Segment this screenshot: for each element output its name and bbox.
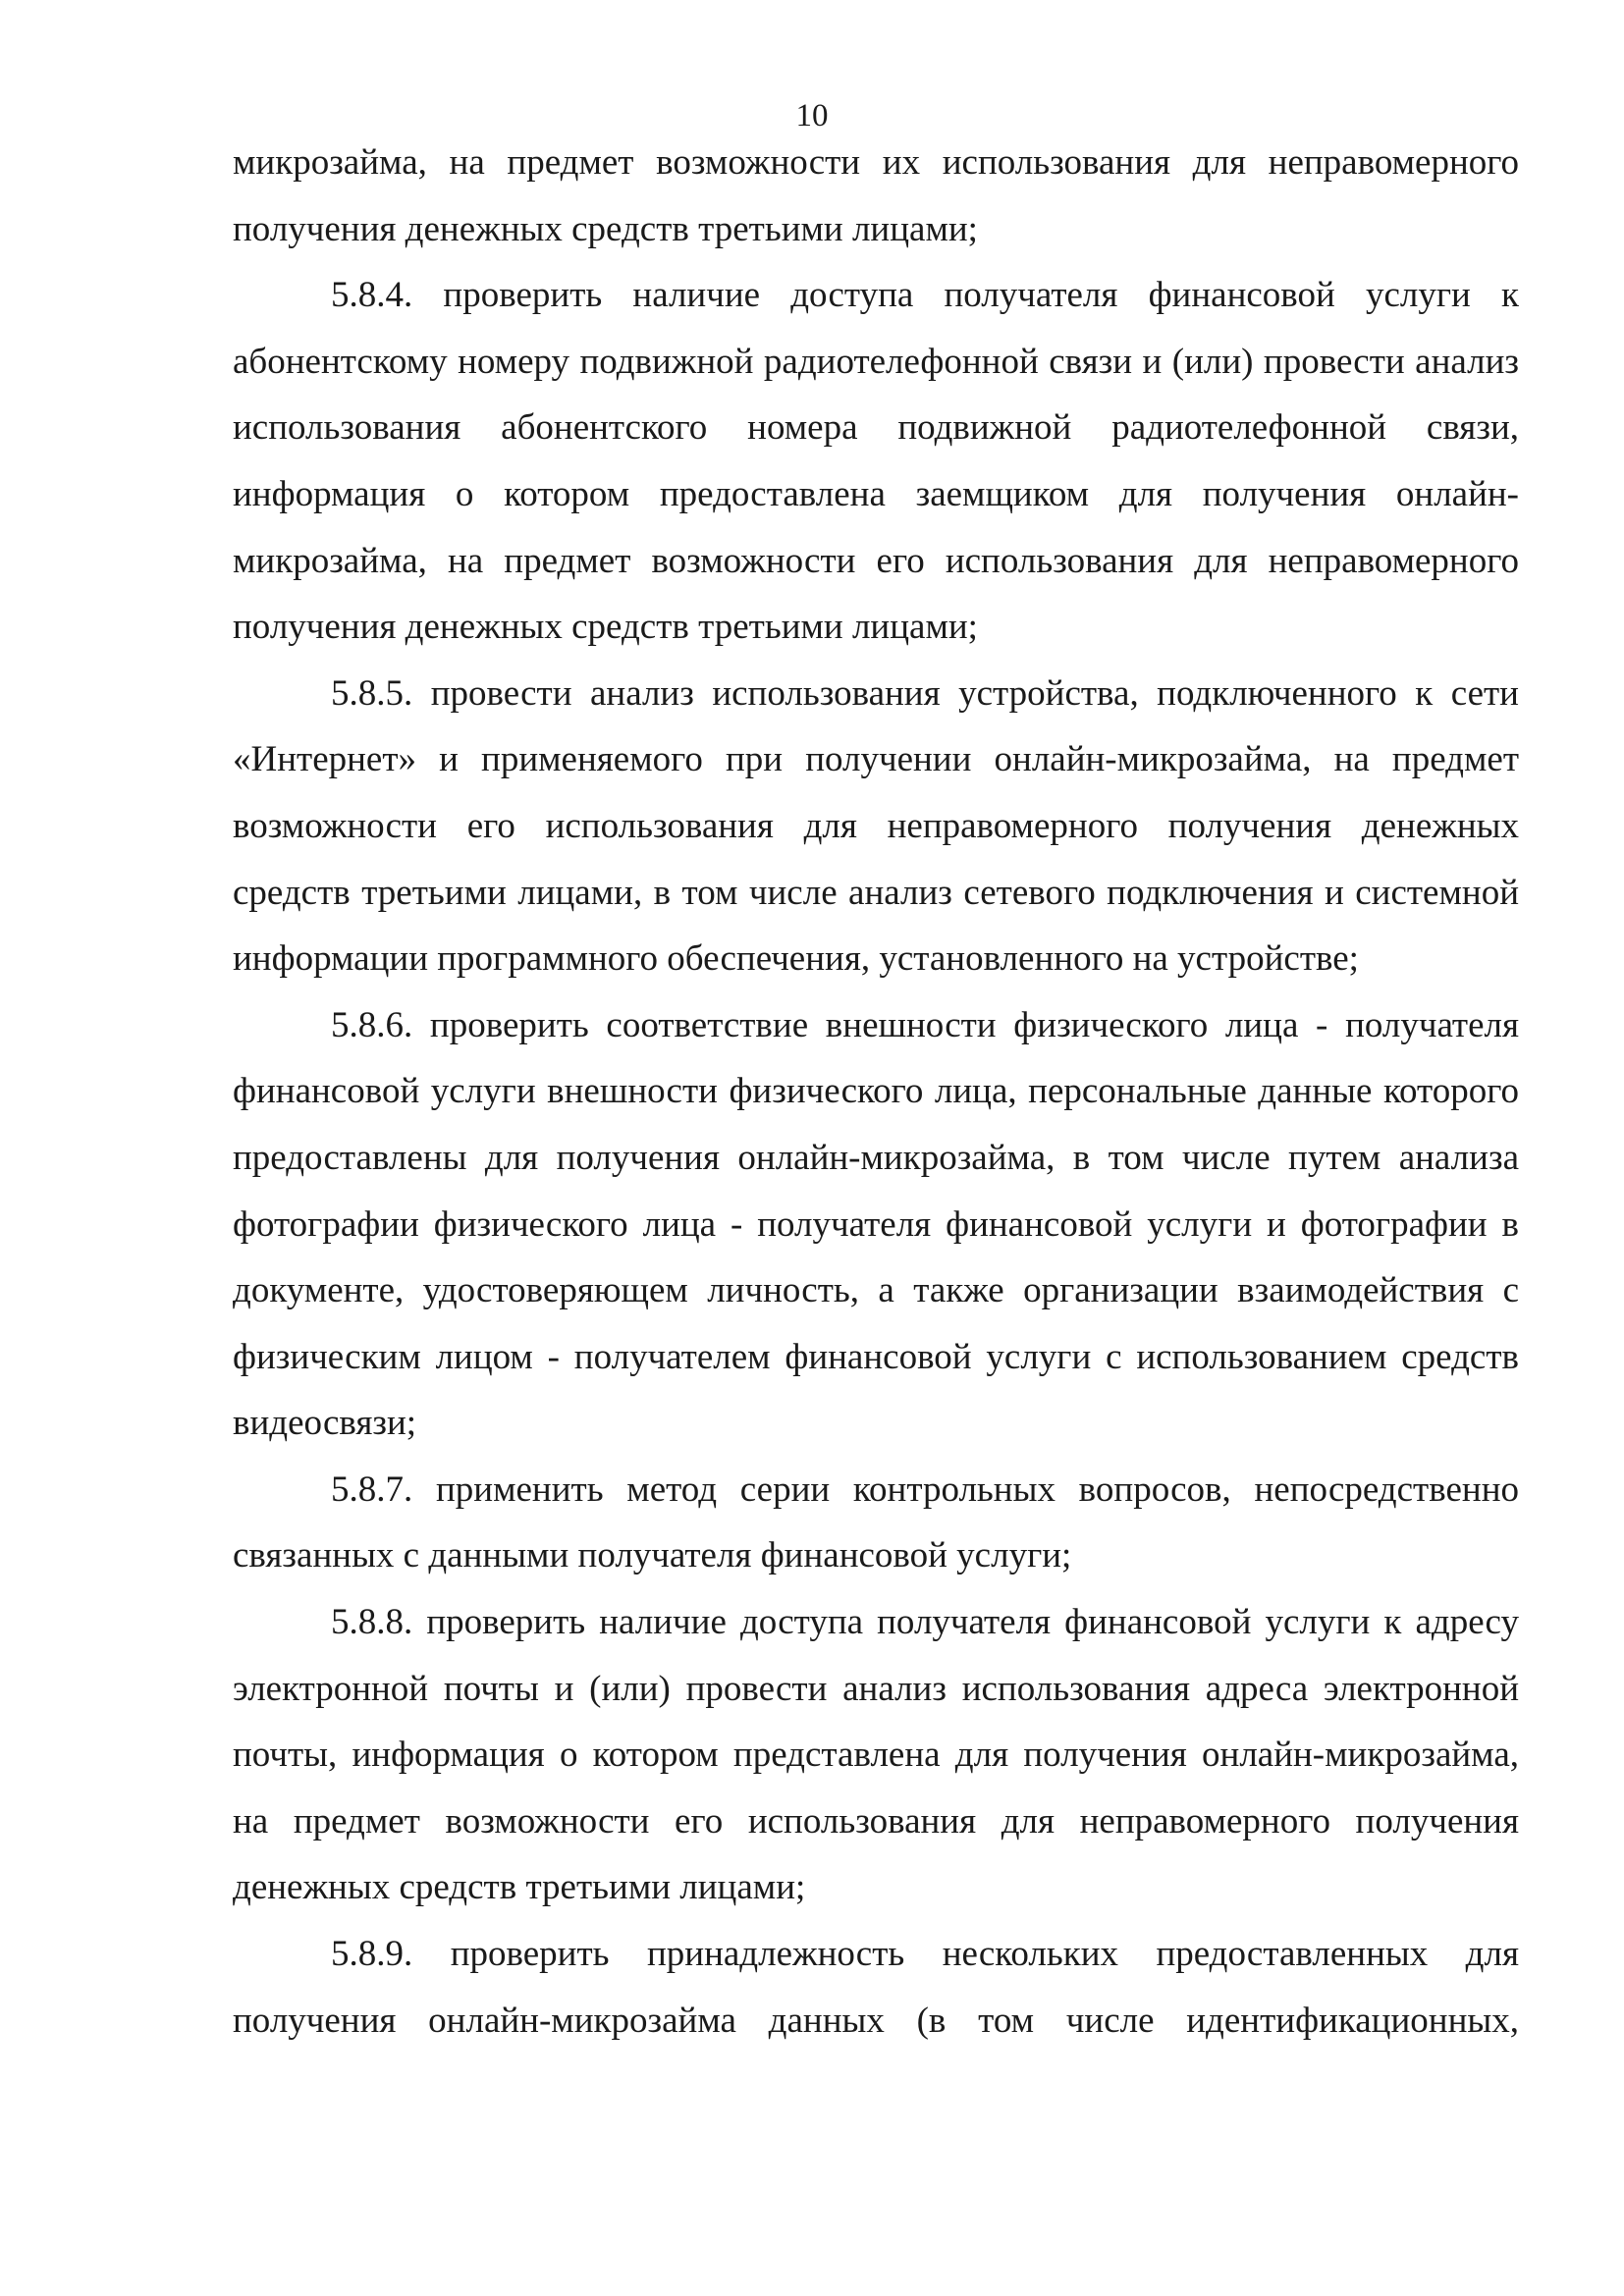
document-body xyxy=(233,130,1519,2054)
paragraph-5-8-7: 5.8.7. применить метод серии контрольных вопросов, непосредственно связанных с данными получателя финансовой услуги; xyxy=(233,1468,1519,1576)
paragraph-5-8-4: 5.8.4. проверить наличие доступа получателя финансовой услуги к абонентскому номеру подвижной радиотелефонной связи и (или) провести анализ использования абонентского номера подвижной радиотелефонной связи, информация о котором предоставлена заемщиком для получения онлайн-микрозайма, на предмет возможности его использования для неправомерного получения денежных средств третьими лицами; xyxy=(233,275,1519,648)
page-number: 10 xyxy=(795,98,829,133)
paragraph-5-8-8: 5.8.8. проверить наличие доступа получателя финансовой услуги к адресу электронной почты и (или) провести анализ использования адреса электронной почты, информация о котором представлена для получения онлайн-микрозайма, на предмет возможности его использования для неправомерного получения денежных средств третьими лицами; xyxy=(233,1602,1519,1908)
paragraph-5-8-9: 5.8.9. проверить принадлежность нескольких предоставленных для получения онлайн-микрозайма данных (в том числе идентификационных, xyxy=(233,1934,1519,2041)
paragraph-5-8-6: 5.8.6. проверить соответствие внешности физического лица - получателя финансовой услуги внешности физического лица, персональные данные которого предоставлены для получения онлайн-микрозайма, в том числе путем анализа фотографии физического лица - получателя финансовой услуги и фотографии в документе, удостоверяющем личность, а также организации взаимодействия с физическим лицом - получателем финансовой услуги с использованием средств видеосвязи; xyxy=(233,1004,1519,1444)
paragraph-continuation: микрозайма, на предмет возможности их использования для неправомерного получения денежных средств третьими лицами; xyxy=(233,142,1519,249)
paragraph-5-8-5: 5.8.5. провести анализ использования устройства, подключенного к сети «Интернет» и применяемого при получении онлайн-микрозайма, на предмет возможности его использования для неправомерного получения денежных средств третьими лицами, в том числе анализ сетевого подключения и системной информации программного обеспечения, установленного на устройстве; xyxy=(233,672,1519,980)
